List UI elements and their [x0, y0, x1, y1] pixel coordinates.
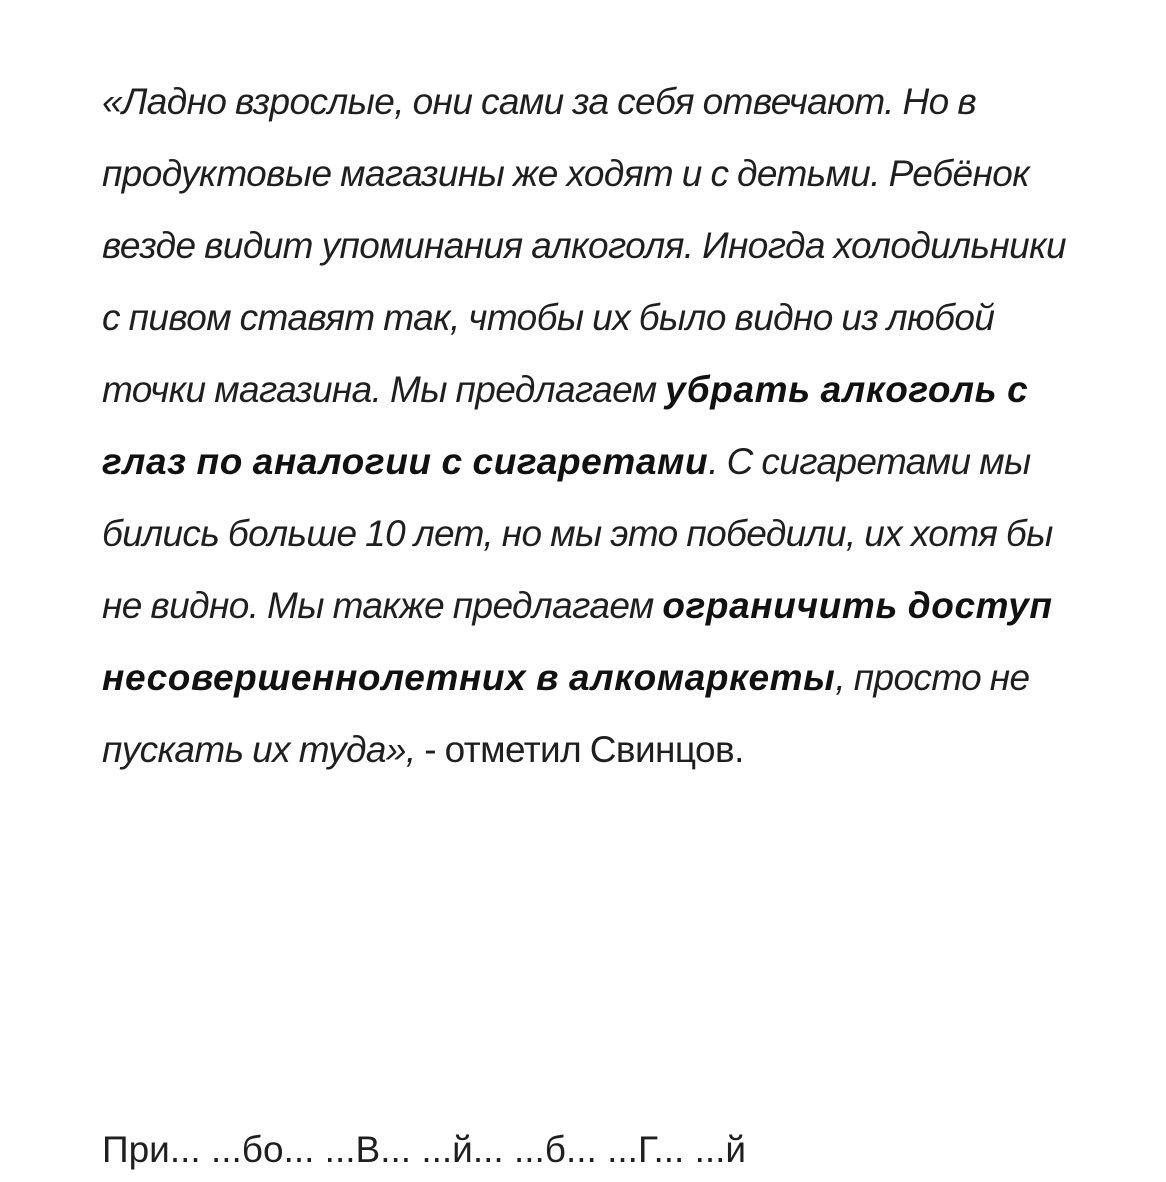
article-body [102, 66, 1087, 786]
quote-text-2: . С сигаретами мы бились больше 10 лет, но мы это победили, их хотя бы не видно. Мы также предлагаем [102, 441, 1053, 626]
quote-text-3: , просто не пускать их туда», [102, 657, 1030, 770]
quote-text-1: «Ладно взрослые, они сами за себя отвечают. Но в продуктовые магазины же ходят и с детьми. Ребёнок везде видит упоминания алкоголя. Иногда холодильники с пивом ставят так, чтобы их было видно из любой точки магазина. Мы предлагаем [102, 81, 1066, 410]
quote-bold-2: ограничить доступ несовершеннолетних в алкомаркеты [102, 585, 1053, 698]
next-paragraph-text: При... ...бо... ...В... ...й... ...б... ...Г... ...й [102, 1129, 747, 1170]
attribution-text: - отметил Свинцов. [415, 729, 744, 770]
quote-paragraph [102, 66, 1087, 786]
quote-bold-1: убрать алкоголь с глаз по аналогии с сигаретами [102, 369, 1029, 482]
next-paragraph-cutoff [0, 1110, 1166, 1170]
